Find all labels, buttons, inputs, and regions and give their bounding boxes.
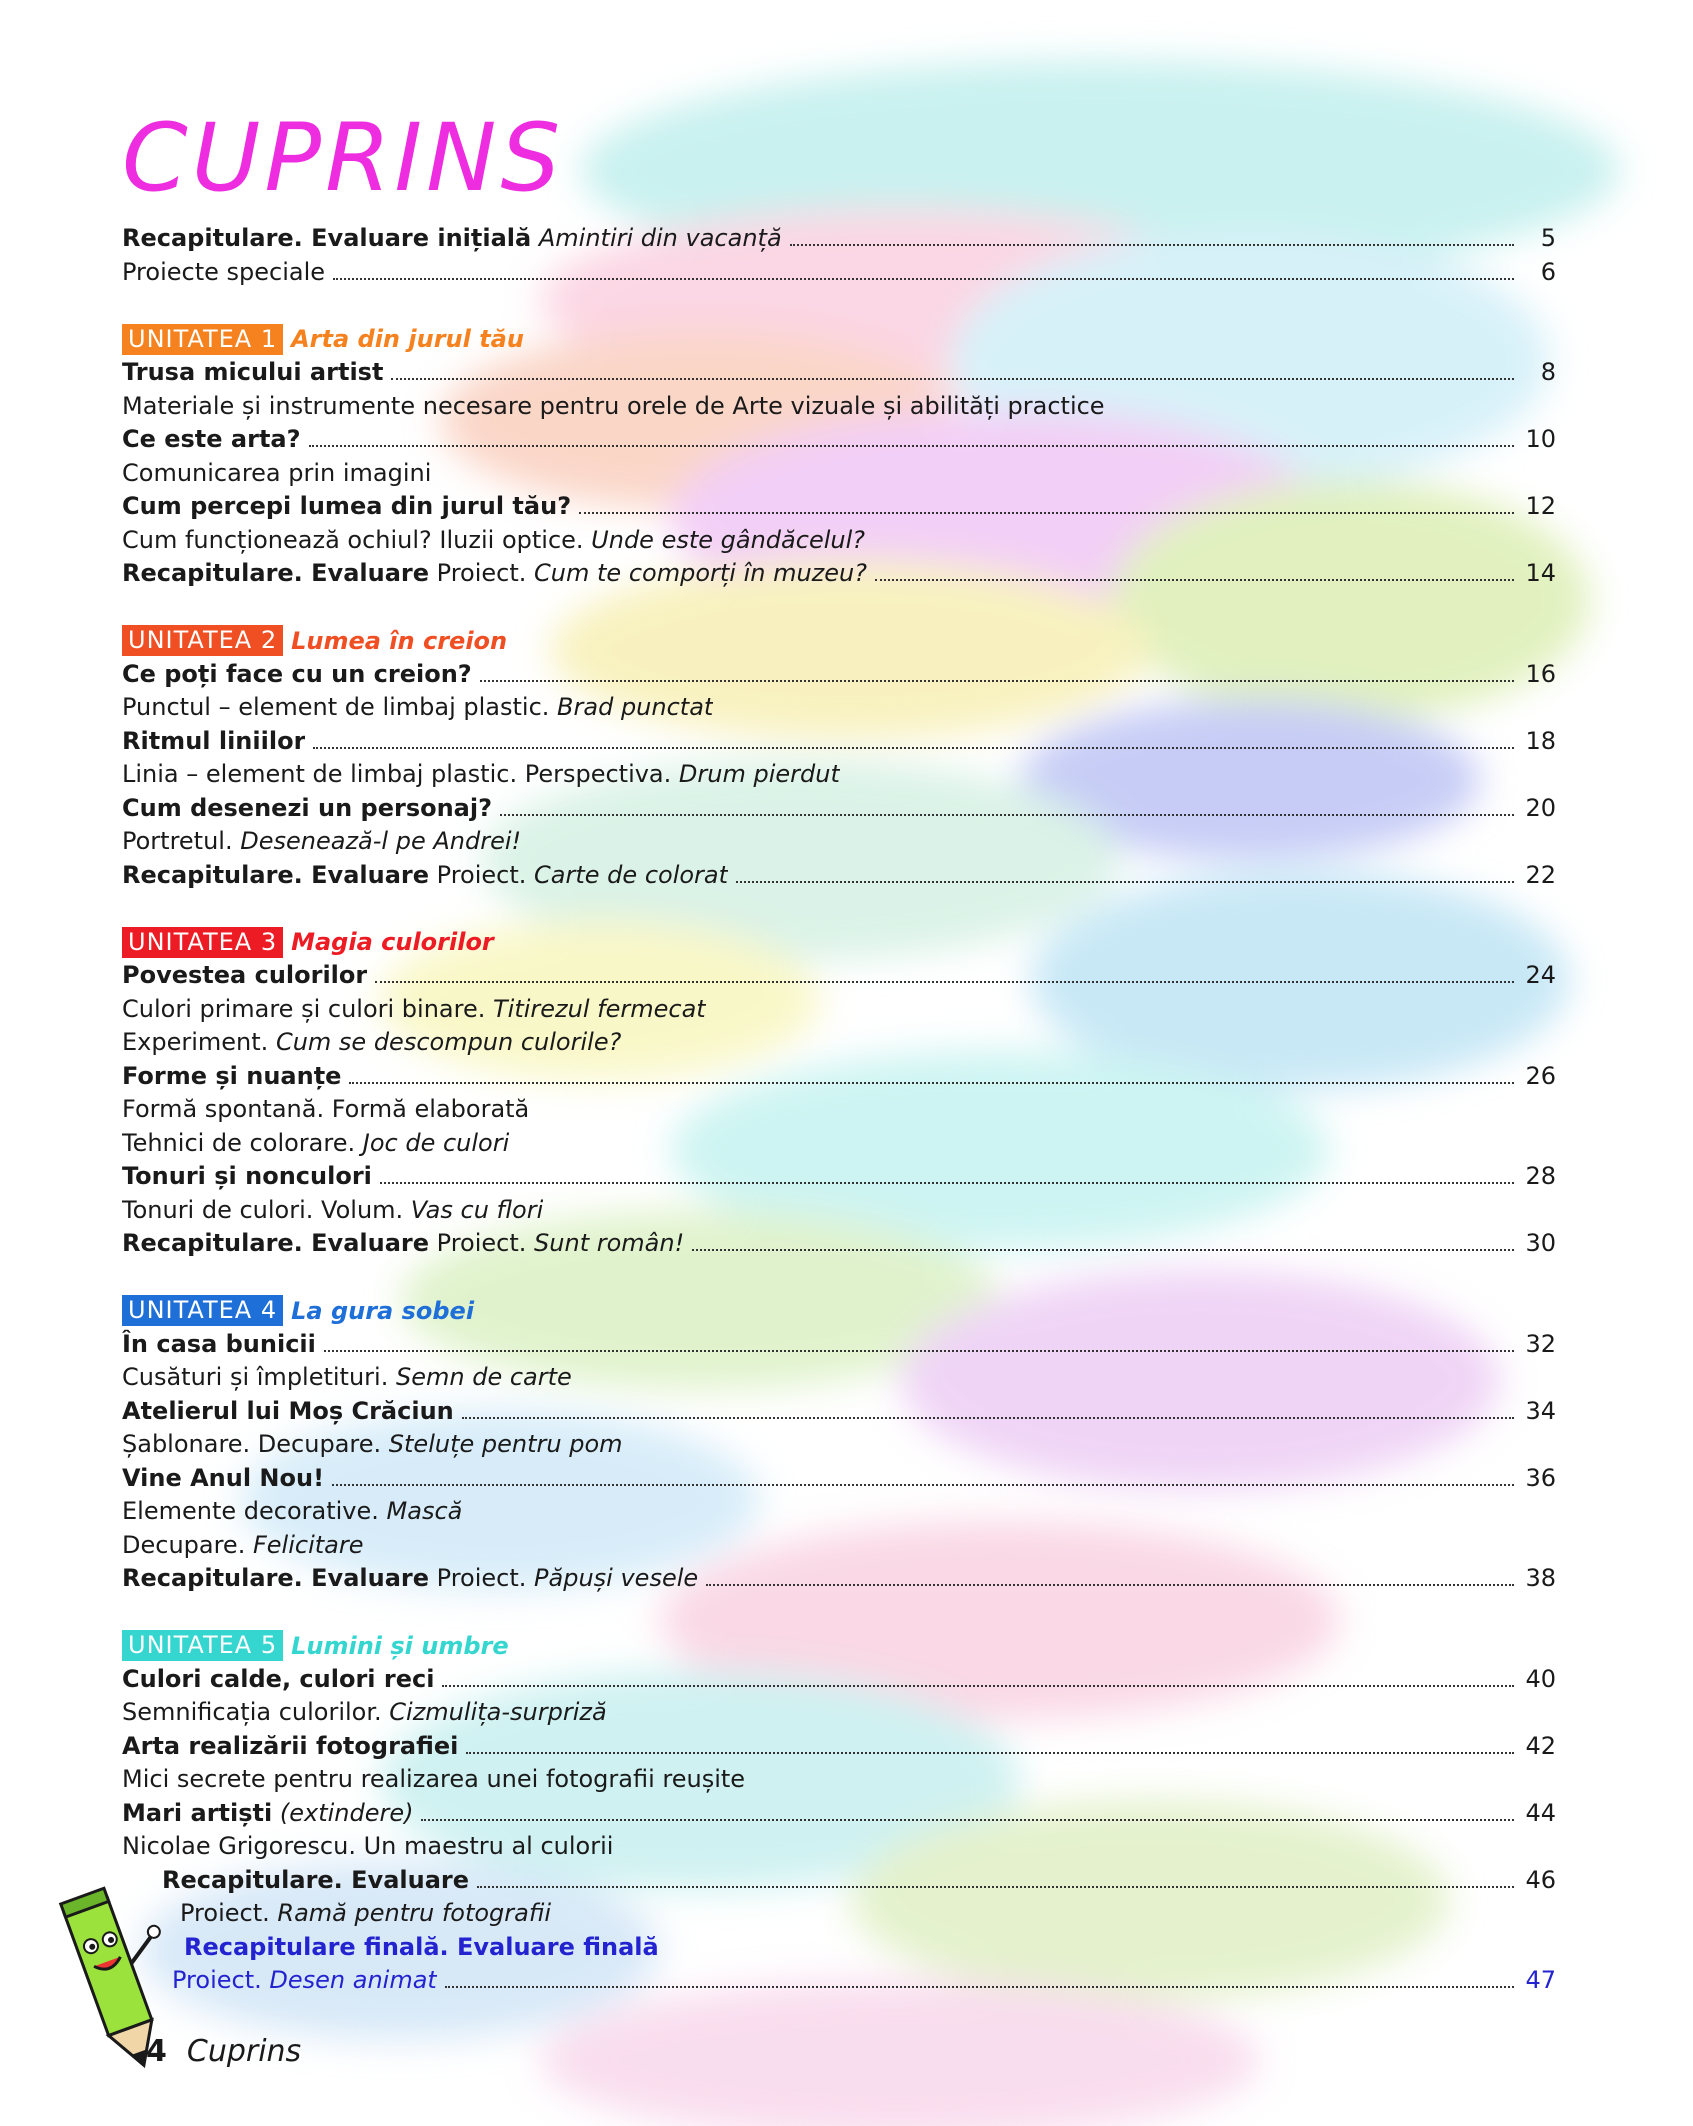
entry-title: Recapitulare finală. Evaluare finală bbox=[184, 1932, 659, 1961]
toc-row[interactable] bbox=[122, 959, 1556, 992]
toc-row-text bbox=[122, 792, 492, 825]
unit-heading bbox=[122, 624, 507, 657]
dot-leader bbox=[579, 512, 1514, 514]
entry-title: Recapitulare. Evaluare bbox=[122, 559, 430, 587]
toc-row-text bbox=[122, 1730, 458, 1763]
toc-row-text bbox=[122, 524, 865, 557]
entry-title: Recapitulare. Evaluare bbox=[122, 860, 430, 889]
dot-leader bbox=[477, 1886, 1514, 1888]
entry-activity: Steluțe pentru pom bbox=[388, 1430, 623, 1458]
entry-subtitle: Portretul. bbox=[122, 827, 233, 855]
page-title: CUPRINS bbox=[122, 104, 565, 213]
entry-title: Atelierul lui Moș Crăciun bbox=[122, 1396, 454, 1425]
entry-subtitle: Șablonare. Decupare. bbox=[122, 1430, 382, 1458]
toc-row-text bbox=[122, 1462, 324, 1495]
unit-badge: UNITATEA 1 bbox=[122, 324, 283, 355]
entry-title: Cum percepi lumea din jurul tău? bbox=[122, 492, 572, 520]
entry-activity: Brad punctat bbox=[557, 693, 714, 721]
entry-page-number: 47 bbox=[1525, 1966, 1556, 1994]
toc-row[interactable] bbox=[122, 256, 1556, 289]
toc-row[interactable] bbox=[122, 390, 1556, 423]
toc-row[interactable] bbox=[122, 1495, 1556, 1528]
entry-title: Ce este arta? bbox=[122, 425, 301, 453]
entry-subtitle: Tehnici de colorare. bbox=[122, 1128, 356, 1157]
entry-title: Cum desenezi un personaj? bbox=[122, 793, 493, 822]
toc-row-text bbox=[122, 423, 301, 456]
dot-leader bbox=[462, 1417, 1514, 1419]
entry-subtitle: Cum funcționează ochiul? Iluzii optice. bbox=[122, 525, 584, 554]
entry-activity: Desenează-l pe Andrei! bbox=[240, 827, 522, 855]
entry-subtitle: Tonuri de culori. Volum. bbox=[122, 1195, 404, 1224]
entry-page-number: 22 bbox=[1525, 860, 1556, 889]
unit-badge: UNITATEA 3 bbox=[122, 927, 283, 958]
unit-title: Lumea în creion bbox=[291, 626, 508, 655]
entry-page-number: 30 bbox=[1525, 1229, 1556, 1257]
entry-activity: (extindere) bbox=[279, 1798, 414, 1827]
toc-row[interactable] bbox=[122, 1428, 1556, 1461]
dot-leader bbox=[736, 881, 1514, 883]
toc-row-text bbox=[122, 1361, 572, 1394]
entry-activity: Desen animat bbox=[269, 1966, 437, 1994]
entry-activity: Cum te comporți în muzeu? bbox=[534, 559, 867, 587]
entry-subtitle: Comunicarea prin imagini bbox=[122, 458, 432, 487]
entry-activity: Păpuși vesele bbox=[534, 1564, 699, 1592]
dot-leader bbox=[692, 1249, 1514, 1251]
toc-row[interactable] bbox=[122, 1060, 1556, 1093]
toc-row[interactable] bbox=[122, 859, 1556, 892]
toc-row[interactable] bbox=[122, 1529, 1556, 1562]
entry-activity: Vas cu flori bbox=[410, 1195, 544, 1224]
entry-subtitle: Elemente decorative. bbox=[122, 1497, 379, 1525]
entry-page-number: 34 bbox=[1525, 1396, 1556, 1425]
toc-row[interactable] bbox=[122, 1763, 1556, 1796]
entry-activity: Sunt român! bbox=[534, 1229, 685, 1257]
entry-title: Culori calde, culori reci bbox=[122, 1664, 435, 1693]
entry-subtitle: Proiect. bbox=[172, 1966, 262, 1994]
dot-leader bbox=[875, 579, 1514, 581]
entry-subtitle: Nicolae Grigorescu. Un maestru al culorii bbox=[122, 1832, 614, 1860]
entry-page-number: 20 bbox=[1525, 793, 1556, 822]
toc-row[interactable] bbox=[162, 1864, 1556, 1897]
entry-activity: Drum pierdut bbox=[678, 760, 840, 788]
entry-page-number: 46 bbox=[1525, 1865, 1556, 1894]
entry-activity: Cizmulița-surpriză bbox=[389, 1698, 607, 1726]
toc-row-text bbox=[122, 1328, 316, 1361]
toc-row-text bbox=[122, 457, 431, 490]
entry-title: Tonuri și nonculori bbox=[122, 1162, 372, 1190]
entry-subtitle: Decupare. bbox=[122, 1530, 246, 1559]
toc-row-text bbox=[122, 1194, 543, 1227]
entry-subtitle: Linia – element de limbaj plastic. Perspectiva. bbox=[122, 760, 672, 788]
entry-page-number: 38 bbox=[1525, 1564, 1556, 1592]
page-number: 4 bbox=[146, 2034, 167, 2069]
entry-subtitle: Cusături și împletituri. bbox=[122, 1363, 389, 1391]
entry-activity: Mască bbox=[386, 1497, 463, 1525]
toc-row[interactable] bbox=[122, 758, 1556, 791]
toc-row[interactable] bbox=[122, 1328, 1556, 1361]
entry-page-number: 44 bbox=[1525, 1798, 1556, 1827]
toc-row-text bbox=[122, 356, 383, 389]
toc-row-text bbox=[122, 959, 367, 992]
entry-subtitle: Proiect. bbox=[436, 1229, 527, 1257]
unit-title: Lumini și umbre bbox=[291, 1631, 509, 1660]
toc-row[interactable] bbox=[122, 557, 1556, 590]
entry-title: Forme și nuanțe bbox=[122, 1061, 342, 1090]
unit-badge: UNITATEA 4 bbox=[122, 1295, 283, 1326]
toc-row-text bbox=[122, 1830, 613, 1863]
toc-row[interactable] bbox=[122, 825, 1556, 858]
dot-leader bbox=[375, 981, 1514, 983]
entry-subtitle: Proiect. bbox=[180, 1899, 270, 1927]
toc-row[interactable] bbox=[122, 1696, 1556, 1729]
entry-activity: Joc de culori bbox=[362, 1128, 510, 1157]
entry-page-number: 26 bbox=[1525, 1061, 1556, 1090]
entry-subtitle: Proiect. bbox=[436, 860, 527, 889]
dot-leader bbox=[500, 814, 1514, 816]
toc-row-text bbox=[122, 1663, 434, 1696]
entry-title: Recapitulare. Evaluare bbox=[122, 1229, 430, 1257]
unit-heading bbox=[122, 1294, 474, 1327]
toc-row[interactable] bbox=[122, 1160, 1556, 1193]
entry-page-number: 12 bbox=[1525, 492, 1556, 520]
toc-row-text bbox=[162, 1864, 469, 1897]
unit-title: Arta din jurul tău bbox=[291, 325, 524, 353]
toc-row[interactable] bbox=[122, 1395, 1556, 1428]
toc-row-text bbox=[122, 859, 728, 892]
entry-page-number: 18 bbox=[1525, 726, 1556, 755]
toc-row[interactable] bbox=[122, 1562, 1556, 1595]
toc-row[interactable] bbox=[122, 1730, 1556, 1763]
entry-page-number: 16 bbox=[1525, 659, 1556, 688]
toc-row[interactable] bbox=[122, 658, 1556, 691]
entry-activity: Titirezul fermecat bbox=[493, 994, 706, 1023]
entry-title: Recapitulare. Evaluare bbox=[162, 1865, 470, 1894]
toc-row[interactable] bbox=[122, 1194, 1556, 1227]
entry-subtitle: Proiect. bbox=[436, 1564, 527, 1592]
entry-subtitle: Proiecte speciale bbox=[122, 257, 326, 286]
toc-row-text bbox=[122, 1797, 413, 1830]
dot-leader bbox=[466, 1752, 1514, 1754]
toc-row-text bbox=[122, 1060, 341, 1093]
entry-subtitle: Culori primare și culori binare. bbox=[122, 994, 486, 1023]
toc-row-text bbox=[122, 725, 305, 758]
toc-row-text bbox=[122, 1763, 745, 1796]
toc-row[interactable] bbox=[122, 993, 1556, 1026]
toc-row[interactable] bbox=[172, 1964, 1556, 1997]
entry-page-number: 5 bbox=[1540, 224, 1556, 252]
dot-leader bbox=[380, 1182, 1514, 1184]
toc-row-text bbox=[122, 1428, 623, 1461]
entry-title: Recapitulare. Evaluare inițială bbox=[122, 224, 532, 252]
footer-label: Cuprins bbox=[186, 2034, 302, 2069]
entry-subtitle: Experiment. bbox=[122, 1028, 269, 1056]
entry-activity: Amintiri din vacanță bbox=[538, 224, 782, 252]
entry-title: În casa bunicii bbox=[122, 1329, 316, 1358]
unit-heading bbox=[122, 926, 494, 959]
entry-title: Arta realizării fotografiei bbox=[122, 1731, 459, 1760]
toc-row[interactable] bbox=[180, 1897, 1556, 1930]
entry-activity: Ramă pentru fotografii bbox=[277, 1899, 552, 1927]
toc-row-text bbox=[180, 1897, 551, 1930]
toc-row-text bbox=[122, 1562, 698, 1595]
toc-row[interactable] bbox=[122, 222, 1556, 255]
unit-heading bbox=[122, 323, 524, 356]
entry-subtitle: Proiect. bbox=[436, 559, 527, 587]
toc-row[interactable] bbox=[122, 1227, 1556, 1260]
entry-subtitle: Punctul – element de limbaj plastic. bbox=[122, 693, 550, 721]
entry-page-number: 36 bbox=[1525, 1463, 1556, 1492]
entry-page-number: 42 bbox=[1525, 1731, 1556, 1760]
toc-row[interactable] bbox=[122, 725, 1556, 758]
toc-row-text bbox=[172, 1964, 437, 1997]
page-footer bbox=[146, 2034, 301, 2069]
toc-row-text bbox=[122, 222, 782, 255]
toc-row-text bbox=[122, 390, 1105, 423]
entry-page-number: 8 bbox=[1540, 358, 1556, 386]
entry-page-number: 14 bbox=[1525, 559, 1556, 587]
entry-page-number: 10 bbox=[1525, 425, 1556, 453]
dot-leader bbox=[706, 1584, 1514, 1586]
dot-leader bbox=[421, 1819, 1514, 1821]
entry-title: Trusa micului artist bbox=[122, 358, 384, 386]
toc-row[interactable] bbox=[122, 1127, 1556, 1160]
dot-leader bbox=[313, 747, 1514, 749]
entry-title: Povestea culorilor bbox=[122, 961, 368, 989]
unit-title: La gura sobei bbox=[291, 1296, 475, 1325]
toc-row[interactable] bbox=[122, 1663, 1556, 1696]
entry-page-number: 28 bbox=[1525, 1162, 1556, 1190]
toc-row[interactable] bbox=[122, 691, 1556, 724]
entry-title: Ritmul liniilor bbox=[122, 726, 306, 755]
toc-row[interactable] bbox=[122, 1462, 1556, 1495]
toc-row[interactable] bbox=[184, 1931, 1556, 1964]
toc-row[interactable] bbox=[122, 524, 1556, 557]
entry-activity: Felicitare bbox=[252, 1530, 364, 1559]
entry-page-number: 6 bbox=[1540, 257, 1556, 286]
dot-leader bbox=[324, 1350, 1514, 1352]
toc-row-text bbox=[122, 1093, 529, 1126]
dot-leader bbox=[790, 244, 1514, 246]
toc-row-text bbox=[122, 1026, 621, 1059]
entry-activity: Semn de carte bbox=[395, 1363, 572, 1391]
unit-badge: UNITATEA 5 bbox=[122, 1630, 283, 1661]
toc-row-text bbox=[122, 658, 472, 691]
toc-row[interactable] bbox=[122, 792, 1556, 825]
dot-leader bbox=[349, 1082, 1514, 1084]
dot-leader bbox=[332, 1484, 1514, 1486]
toc-row-text bbox=[122, 1495, 462, 1528]
entry-activity: Cum se descompun culorile? bbox=[275, 1028, 622, 1056]
toc-row-text bbox=[122, 557, 867, 590]
unit-badge: UNITATEA 2 bbox=[122, 625, 283, 656]
toc-row-text bbox=[122, 1127, 509, 1160]
unit-title: Magia culorilor bbox=[291, 928, 494, 956]
unit-heading bbox=[122, 1629, 509, 1662]
entry-page-number: 32 bbox=[1525, 1329, 1556, 1358]
toc-row-text bbox=[122, 1227, 684, 1260]
toc-row[interactable] bbox=[122, 457, 1556, 490]
toc-row-text bbox=[122, 758, 840, 791]
entry-subtitle: Mici secrete pentru realizarea unei fotografii reușite bbox=[122, 1765, 746, 1793]
dot-leader bbox=[391, 378, 1514, 380]
toc-row-text bbox=[122, 993, 706, 1026]
entry-page-number: 24 bbox=[1525, 961, 1556, 989]
toc-row[interactable] bbox=[122, 1830, 1556, 1863]
toc-row-text bbox=[122, 1529, 364, 1562]
toc-row-text bbox=[122, 825, 521, 858]
dot-leader bbox=[445, 1986, 1514, 1988]
toc-row[interactable] bbox=[122, 490, 1556, 523]
dot-leader bbox=[480, 680, 1514, 682]
toc-row[interactable] bbox=[122, 423, 1556, 456]
toc-row[interactable] bbox=[122, 1797, 1556, 1830]
toc-row-text bbox=[122, 490, 571, 523]
toc-row-text bbox=[122, 691, 713, 724]
entry-activity: Carte de colorat bbox=[534, 860, 729, 889]
dot-leader bbox=[333, 278, 1514, 280]
dot-leader bbox=[309, 445, 1514, 447]
entry-title: Ce poți face cu un creion? bbox=[122, 659, 472, 688]
toc-row-text bbox=[122, 1696, 607, 1729]
entry-title: Vine Anul Nou! bbox=[122, 1463, 325, 1492]
dot-leader bbox=[442, 1685, 1514, 1687]
toc-row[interactable] bbox=[122, 1361, 1556, 1394]
entry-page-number: 40 bbox=[1525, 1664, 1556, 1693]
toc-row[interactable] bbox=[122, 1026, 1556, 1059]
entry-subtitle: Formă spontană. Formă elaborată bbox=[122, 1095, 530, 1123]
toc-row-text bbox=[122, 1160, 372, 1193]
entry-activity: Unde este gândăcelul? bbox=[591, 525, 865, 554]
toc-row-text bbox=[122, 1395, 454, 1428]
entry-subtitle: Materiale și instrumente necesare pentru orele de Arte vizuale și abilități practice bbox=[122, 391, 1105, 420]
entry-title: Recapitulare. Evaluare bbox=[122, 1564, 430, 1592]
toc-row[interactable] bbox=[122, 356, 1556, 389]
toc-row-text bbox=[184, 1931, 659, 1964]
toc-row-text bbox=[122, 256, 325, 289]
entry-subtitle: Semnificația culorilor. bbox=[122, 1698, 382, 1726]
entry-title: Mari artiști bbox=[122, 1798, 273, 1827]
toc-row[interactable] bbox=[122, 1093, 1556, 1126]
